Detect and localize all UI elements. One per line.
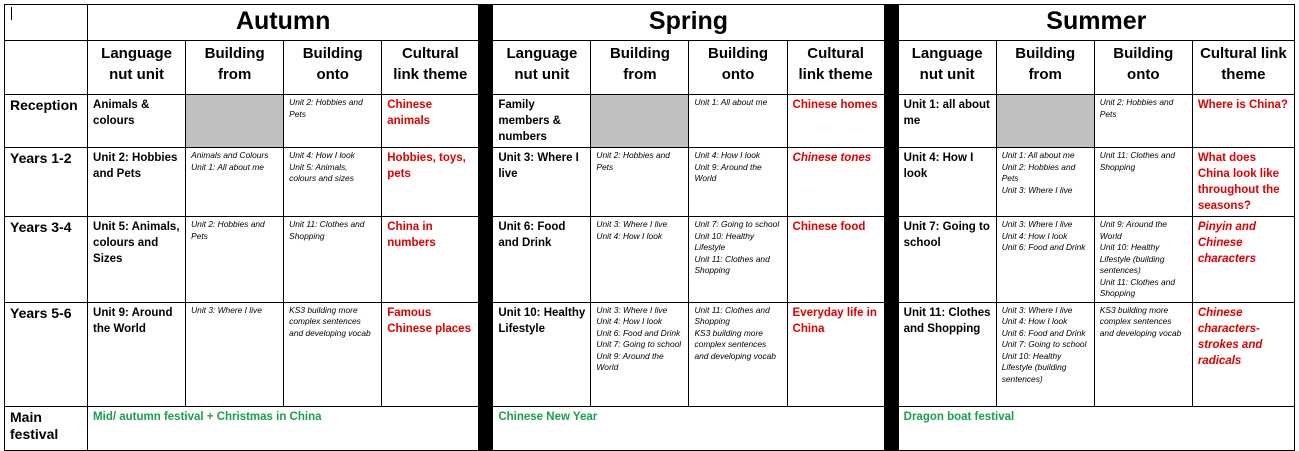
building-from-cell	[996, 95, 1094, 148]
unit-list-item: Unit 4: How I look	[289, 150, 355, 160]
column-header: Building from	[186, 41, 284, 95]
unit-list-item: Unit 3: Where I live	[596, 219, 668, 229]
unit-list-item: Unit 3: Where I live	[1001, 304, 1073, 315]
column-header: Cultural link theme	[787, 41, 884, 95]
building-onto-cell	[284, 217, 382, 303]
language-unit-cell: Unit 1: all about me	[898, 95, 996, 148]
building-onto-cell	[689, 95, 787, 148]
building-onto-cell	[1094, 302, 1192, 406]
year-group-row	[5, 95, 1295, 148]
building-from-cell	[186, 148, 284, 217]
language-unit-cell: Unit 7: Going to school	[898, 217, 996, 303]
building-onto-cell	[1094, 148, 1192, 217]
cultural-theme-cell: China in numbers	[382, 217, 479, 303]
cultural-theme-cell: Chinese food	[787, 217, 884, 303]
unit-list-item: Unit 1: All about me	[1001, 150, 1075, 160]
building-from-cell	[591, 217, 689, 303]
cultural-theme-cell: What does China look like throughout the seasons?	[1192, 148, 1294, 217]
unit-list-item: Unit 2: Hobbies and Pets	[1099, 97, 1174, 119]
festival-cell: Chinese New Year	[493, 406, 884, 450]
unit-list-item: Unit 3: Where I live	[191, 304, 262, 315]
unit-list-item: Unit 2: Hobbies and Pets	[596, 150, 670, 172]
unit-list-item: Unit 3: Where I live	[1001, 184, 1073, 195]
column-header: Building onto	[1094, 41, 1192, 95]
main-festival-label: Main festival	[5, 406, 88, 450]
language-unit-cell: Unit 2: Hobbies and Pets	[88, 148, 186, 217]
row-label: Years 3-4	[5, 217, 88, 303]
unit-list-item: Unit 11: Clothes and Shopping	[1099, 150, 1176, 172]
unit-list-item: Unit 3: Where I live	[1001, 219, 1073, 229]
cultural-theme-cell: Famous Chinese places	[382, 302, 479, 406]
building-onto-cell	[689, 217, 787, 303]
column-header: Cultural link theme	[1192, 41, 1294, 95]
unit-list-item: Unit 4: How I look	[596, 316, 663, 326]
building-onto-cell	[1094, 217, 1192, 303]
building-from-cell	[591, 148, 689, 217]
year-group-row	[5, 148, 1295, 217]
unit-list-item: Unit 6: Food and Drink	[1001, 242, 1086, 252]
year-group-row	[5, 302, 1295, 406]
unit-list-item: KS3 building more complex sentences and developing vocab	[289, 304, 371, 338]
table-body	[5, 5, 1295, 451]
row-label: Years 5-6	[5, 302, 88, 406]
unit-list-item: Unit 6: Food and Drink	[596, 327, 681, 338]
unit-list-item: Unit 4: How I look	[694, 150, 761, 160]
cultural-theme-cell: Hobbies, toys, pets	[382, 148, 479, 217]
year-group-row	[5, 217, 1295, 303]
unit-list-item: Unit 4: How I look	[1001, 316, 1068, 326]
building-onto-cell	[284, 148, 382, 217]
curriculum-plan-table	[4, 4, 1295, 451]
unit-list-item: Unit 7: Going to school	[1001, 339, 1087, 349]
season-separator	[884, 5, 898, 451]
unit-list-item: Unit 11: Clothes and Shopping	[694, 304, 770, 326]
language-unit-cell: Unit 9: Around the World	[88, 302, 186, 406]
language-unit-cell: Unit 10: Healthy Lifestyle	[493, 302, 591, 406]
cultural-theme-cell: Everyday life in China	[787, 302, 884, 406]
unit-list-item: Unit 4: How I look	[1001, 230, 1068, 241]
unit-list-item: Unit 5: Animals, colours and sizes	[289, 161, 354, 183]
unit-list-item: Unit 1: All about me	[191, 161, 264, 172]
column-header: Language nut unit	[493, 41, 591, 95]
row-header-blank	[5, 41, 88, 95]
unit-list-item: Unit 4: How I look	[596, 230, 663, 241]
row-label: Years 1-2	[5, 148, 88, 217]
unit-list-item: Unit 3: Where I live	[596, 304, 668, 315]
row-label: Reception	[5, 95, 88, 148]
unit-list-item: Unit 10: Healthy Lifestyle	[694, 230, 755, 252]
building-from-cell	[591, 95, 689, 148]
language-unit-cell: Animals & colours	[88, 95, 186, 148]
cultural-theme-cell: Chinese characters- strokes and radicals	[1192, 302, 1294, 406]
cultural-theme-cell: Chinese tones	[787, 148, 884, 217]
column-header: Language nut unit	[88, 41, 186, 95]
column-header: Language nut unit	[898, 41, 996, 95]
unit-list-item: Unit 2: Hobbies and Pets	[191, 219, 265, 241]
unit-list-item: Unit 2: Hobbies and Pets	[289, 97, 363, 119]
unit-list-item: Unit 1: All about me	[694, 97, 768, 107]
language-unit-cell: Family members & numbers	[493, 95, 591, 148]
unit-list-item: KS3 building more complex sentences and developing vocab	[694, 327, 776, 361]
column-header: Building onto	[284, 41, 382, 95]
building-onto-cell	[1094, 95, 1192, 148]
column-header: Building from	[591, 41, 689, 95]
unit-list-item: Unit 10: Healthy Lifestyle (building sentences)	[1099, 242, 1165, 275]
building-onto-cell	[284, 302, 382, 406]
building-onto-cell	[284, 95, 382, 148]
building-from-cell	[186, 95, 284, 148]
unit-list-item: Unit 7: Going to school	[694, 219, 780, 229]
cultural-theme-cell: Chinese homes	[787, 95, 884, 148]
unit-list-item: Unit 11: Clothes and Shopping	[289, 219, 365, 241]
building-from-cell	[186, 217, 284, 303]
unit-list-item: Unit 11: Clothes and Shopping	[1099, 276, 1176, 298]
cultural-theme-cell: Chinese animals	[382, 95, 479, 148]
column-header: Building from	[996, 41, 1094, 95]
building-onto-cell	[689, 302, 787, 406]
season-autumn: Autumn	[88, 5, 479, 41]
column-header-row	[5, 41, 1295, 95]
language-unit-cell: Unit 11: Clothes and Shopping	[898, 302, 996, 406]
language-unit-cell: Unit 4: How I look	[898, 148, 996, 217]
unit-list-item: Unit 9: Around the World	[694, 161, 762, 183]
unit-list-item: KS3 building more complex sentences and developing vocab	[1099, 304, 1182, 338]
building-from-cell	[996, 217, 1094, 303]
column-header: Cultural link theme	[382, 41, 479, 95]
cultural-theme-cell: Where is China?	[1192, 95, 1294, 148]
unit-list-item: Unit 10: Healthy Lifestyle (building sentences)	[1001, 350, 1067, 384]
unit-list-item: Unit 6: Food and Drink	[1001, 327, 1086, 338]
season-summer: Summer	[898, 5, 1294, 41]
festival-cell: Dragon boat festival	[898, 406, 1294, 450]
unit-list-item: Unit 9: Around the World	[596, 350, 664, 372]
language-unit-cell: Unit 6: Food and Drink	[493, 217, 591, 303]
building-from-cell	[591, 302, 689, 406]
season-header-row	[5, 5, 1295, 41]
season-separator	[479, 5, 493, 451]
main-festival-row	[5, 406, 1295, 450]
building-from-cell	[186, 302, 284, 406]
building-from-cell	[996, 302, 1094, 406]
cultural-theme-cell: Pinyin and Chinese characters	[1192, 217, 1294, 303]
unit-list-item: Unit 7: Going to school	[596, 339, 682, 349]
unit-list-item: Unit 9: Around the World	[1099, 219, 1167, 241]
season-spring: Spring	[493, 5, 884, 41]
building-onto-cell	[689, 148, 787, 217]
unit-list-item: Animals and Colours	[191, 150, 269, 160]
festival-cell: Mid/ autumn festival + Christmas in China	[88, 406, 479, 450]
language-unit-cell: Unit 3: Where I live	[493, 148, 591, 217]
unit-list-item: Unit 11: Clothes and Shopping	[694, 253, 770, 275]
column-header: Building onto	[689, 41, 787, 95]
language-unit-cell: Unit 5: Animals, colours and Sizes	[88, 217, 186, 303]
corner-cell	[5, 5, 88, 41]
unit-list-item: Unit 2: Hobbies and Pets	[1001, 161, 1076, 183]
building-from-cell	[996, 148, 1094, 217]
